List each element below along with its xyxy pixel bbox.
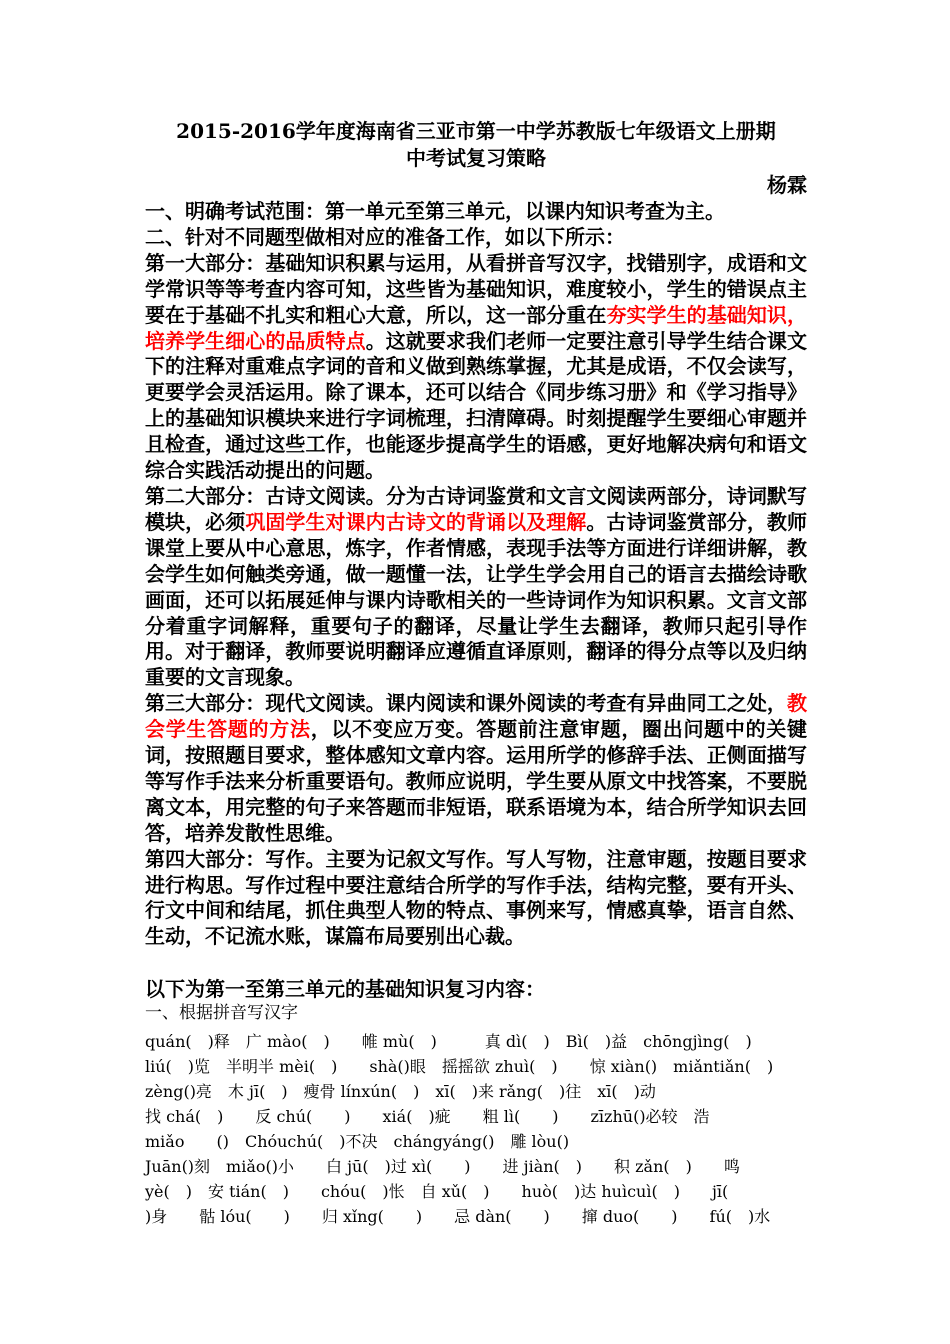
part-3-highlight: 教会学生答题的方法 [145,691,807,742]
part-1-paragraph [145,251,807,484]
item-preparation: 二、针对不同题型做相对应的准备工作，如以下所示： [145,224,625,249]
part-3-paragraph [145,691,807,846]
pinyin-line: liú( )览 半明半 mèi( ) shà()眼 摇摇欲 zhuì( ) 惊 xiàn() miǎntiǎn( ) [145,1057,774,1077]
pinyin-line: yè( ) 安 tián( ) chóu( )怅 自 xǔ( ) huò( )达 huìcuì( ) jī( [145,1182,729,1202]
part-2-text-a: 第二大部分：古诗文阅读。分为古诗词鉴赏和文言文阅读两部分，诗词默写模块，必须 [145,483,807,534]
pinyin-line: Juān()刻 miǎo()小 白 jū( )过 xì( ) 进 jiàn( ) 积 zǎn( ) 鸣 [145,1157,740,1177]
part-2-paragraph [145,484,807,691]
part-3-text-b: ，以不变应万变。答题前注意审题，圈出问题中的关键词，按照题目要求，整体感知文章内容。运用所学的修辞手法、正侧面描写等写作手法来分析重要语句。教师应说明，学生要从原文中找答案，不要脱离文本，用完整的句子来答题而非短语，联系语境为本，结合所学知识去回答，培养发散性思维。 [145,717,808,845]
pinyin-line: miǎo () Chóuchú( )不决 chángyáng() 雕 lòu() [145,1132,570,1152]
part-3-text-a: 第三大部分：现代文阅读。课内阅读和课外阅读的考查有异曲同工之处， [145,691,787,716]
part-1-text-a: 第一大部分：基础知识积累与运用，从看拼音写汉字，找错别字，成语和文学常识等等考查内容可知，这些皆为基础知识，难度较小，学生的错误点主要在于基础不扎实和粗心大意，所以，这一部分重在 [145,250,807,327]
pinyin-line: )身 骷 lóu( ) 归 xǐng( ) 忌 dàn( ) 撺 duo( ) fú( )水 [145,1207,771,1227]
pinyin-section-heading: 一、根据拼音写汉字 [145,1003,298,1024]
review-heading: 以下为第一至第三单元的基础知识复习内容： [145,977,545,1002]
part-1-highlight: 夯实学生的基础知识，培养学生细心的品质特点 [145,302,807,353]
document-title [145,118,807,172]
part-2-text-b: 。古诗词鉴赏部分，教师课堂上要从中心意思，炼字，作者情感，表现手法等方面进行详细讲解，教会学生如何触类旁通，做一题懂一法，让学生学会用自己的语言去描绘诗歌画面，还可以拓展延伸与课内诗歌相关的一些诗词作为知识积累。文言文部分着重字词解释，重要句子的翻译，尽量让学生去翻译，教师只起引导作用。对于翻译，教师要说明翻译应遵循直译原则，翻译的得分点等以及归纳重要的文言现象。 [145,509,807,690]
author-name: 杨霖 [767,173,807,197]
blank-line [145,950,807,976]
item-exam-scope: 一、明确考试范围：第一单元至第三单元，以课内知识考查为主。 [145,199,725,223]
title-line-2: 中考试复习策略 [406,146,546,170]
pinyin-line: 找 chá( ) 反 chú( ) xiá( )疵 粗 lì( ) zīzhū()必较 浩 [145,1107,710,1127]
title-line-1: 2015-2016学年度海南省三亚市第一中学苏教版七年级语文上册期 [176,119,776,143]
pinyin-line: quán( )释 广 mào( ) 帷 mù( ) 真 dì( ) Bì( )益 chōngjìng( ) [145,1032,752,1052]
part-4-paragraph: 第四大部分：写作。主要为记叙文写作。写人写物，注意审题，按题目要求进行构思。写作过程中要注意结合所学的写作手法，结构完整，要有开头、行文中间和结尾，抓住典型人物的特点、事例来写，情感真挚，语言自然、生动，不记流水账，谋篇布局要别出心裁。 [145,846,807,949]
pinyin-line: zèng()亮 木 jī( ) 瘦骨 línxún( ) xī( )来 rǎng( )往 xī( )动 [145,1082,656,1102]
document-page [145,118,807,1229]
pinyin-exercise-list [145,1029,807,1229]
part-2-highlight: 巩固学生对课内古诗文的背诵以及理解 [245,509,587,534]
part-1-text-b: 。这就要求我们老师一定要注意引导学生结合课文下的注释对重难点字词的音和义做到熟练掌握，尤其是成语，不仅会读写，更要学会灵活运用。除了课本，还可以结合《同步练习册》和《学习指导》上的基础知识模块来进行字词梳理，扫清障碍。时刻提醒学生要细心审题并且检查，通过这些工作，也能逐步提高学生的语感，更好地解决病句和语文综合实践活动提出的问题。 [145,328,807,483]
